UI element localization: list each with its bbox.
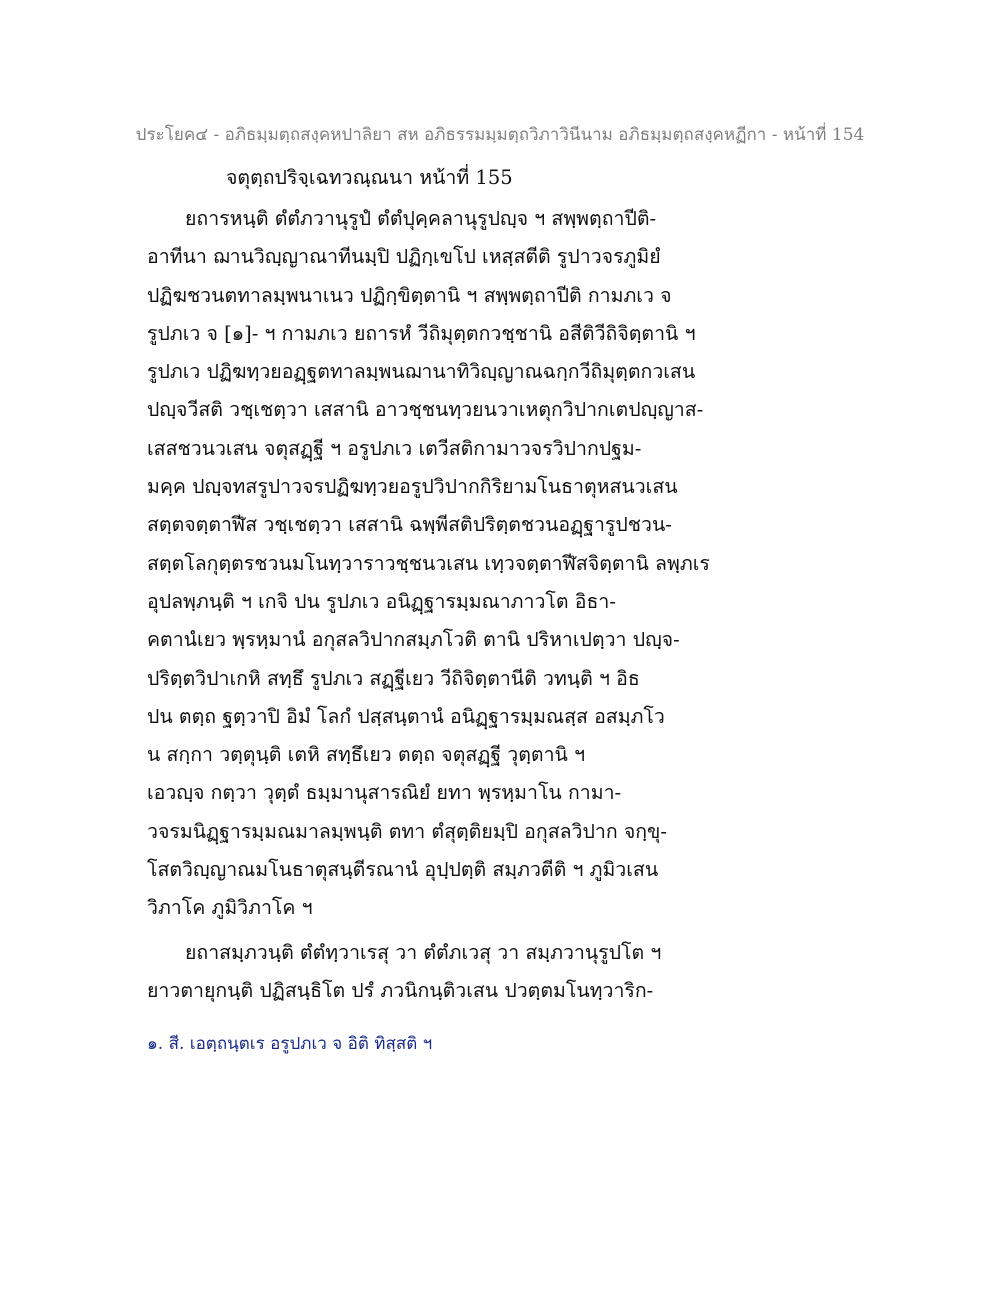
body-text <box>147 200 847 1010</box>
paragraph-1-line-11: อุปลพฺภนฺติ ฯ เกจิ ปน รูปภเว อนิฏฺฐารมฺมณาภาวโต อิธา- <box>147 589 616 613</box>
footnote: ๑. สี. เอตฺถนฺตเร อรูปภเว จ อิติ ทิสฺสติ ฯ <box>147 1034 433 1054</box>
paragraph-1-line-16: เอวญฺจ กตฺวา วุตฺตํ ธมฺมานุสารณิยํ ยทา พฺรหฺมาโน กามา- <box>147 781 622 805</box>
paragraph-1-line-19: วิภาโค ภูมิวิภาโค ฯ <box>147 896 313 920</box>
paragraph-1-line-9: สตฺตจตฺตาฬีส วชฺเชตฺวา เสสานิ ฉพฺพีสติปริตฺตชวนอฏฺฐารูปชวน- <box>147 513 672 537</box>
paragraph-1-line-8: มคฺค ปญฺจทสรูปาวจรปฏิฆทฺวยอรูปวิปากกิริยามโนธาตุหสนวเสน <box>147 475 678 499</box>
running-header: ประโยค๔ - อภิธมฺมตฺถสงฺคหปาลิยา สห อภิธรรมมฺมตฺถวิภาวินีนาม อภิธมฺมตฺถสงฺคหฏีกา - หน้าที่ 154 <box>135 125 865 145</box>
paragraph-1-line-5: รูปภเว ปฏิฆทฺวยอฏฺฐตทาลมฺพนฌานาทิวิญฺญาณฉกฺกวีถิมุตฺตกวเสน <box>147 360 696 384</box>
paragraph-1-line-18: โสตวิญฺญาณมโนธาตุสนฺตีรณานํ อุปฺปตฺติ สมฺภวตีติ ฯ ภูมิวเสน <box>147 858 659 882</box>
paragraph-1-line-1: ยถารหนฺติ ตํตํภวานุรูปํ ตํตํปุคฺคลานุรูปญฺจ ฯ สพฺพตฺถาปีติ- <box>185 207 657 230</box>
paragraph-1-line-14: ปน ตตฺถ ฐตฺวาปิ อิมํ โลกํ ปสฺสนฺตานํ อนิฏฺฐารมฺมณสฺส อสมฺภโว <box>147 704 665 728</box>
paragraph-1-line-12: คตานํเยว พฺรหฺมานํ อกุสลวิปากสมฺภโวติ ตานิ ปริหาเปตฺวา ปญฺจ- <box>147 628 680 652</box>
paragraph-1-line-6: ปญฺจวีสติ วชฺเชตฺวา เสสานิ อาวชฺชนทฺวยนวาเหตุกวิปากเตปญฺญาส- <box>147 398 704 422</box>
paragraph-1-line-3: ปฏิฆชวนตทาลมฺพนาเนว ปฏิกฺขิตฺตานิ ฯ สพฺพตฺถาปีติ กามภเว จ <box>147 283 672 307</box>
paragraph-1-line-2: อาทีนา ฌานวิญฺญาณาทีนมฺปิ ปฏิกฺเขโป เหสฺสตีติ รูปาวจรภูมิยํ <box>147 245 661 269</box>
section-heading: จตุตฺถปริจฺเฉทวณฺณนา หน้าที่ 155 <box>226 166 513 189</box>
paragraph-1-line-7: เสสชวนวเสน จตุสฏฺฐี ฯ อรูปภเว เตวีสติกามาวจรวิปากปฐม- <box>147 436 642 460</box>
paragraph-2-line-2: ยาวตายุกนฺติ ปฏิสนฺธิโต ปรํ ภวนิกนฺติวเสน ปวตฺตมโนทฺวาริก- <box>147 978 654 1002</box>
paragraph-2-line-1: ยถาสมฺภวนฺติ ตํตํทฺวาเรสุ วา ตํตํภเวสุ วา สมฺภวานุรูปโต ฯ <box>185 940 662 964</box>
paragraph-1-line-10: สตฺตโลกุตฺตรชวนมโนทฺวาราวชฺชนวเสน เทฺวจตฺตาฬีสจิตฺตานิ ลพฺภเร <box>147 551 710 575</box>
paragraph-1-line-15: น สกฺกา วตฺตุนฺติ เตหิ สทฺธึเยว ตตฺถ จตุสฏฺฐี วุตฺตานิ ฯ <box>147 743 586 767</box>
paragraph-1-line-17: วจรมนิฏฺฐารมฺมณมาลมฺพนฺติ ตทา ตํสุตฺติยมฺปิ อกุสลวิปาก จกฺขุ- <box>147 819 667 843</box>
paragraph-1-line-13: ปริตฺตวิปาเกหิ สทฺธึ รูปภเว สฏฺฐีเยว วีถิจิตฺตานีติ วทนฺติ ฯ อิธ <box>147 666 640 690</box>
paragraph-1-line-4: รูปภเว จ [๑]- ฯ กามภเว ยถารหํ วีถิมุตฺตกวชฺชานิ อสีติวีถิจิตฺตานิ ฯ <box>147 321 696 345</box>
